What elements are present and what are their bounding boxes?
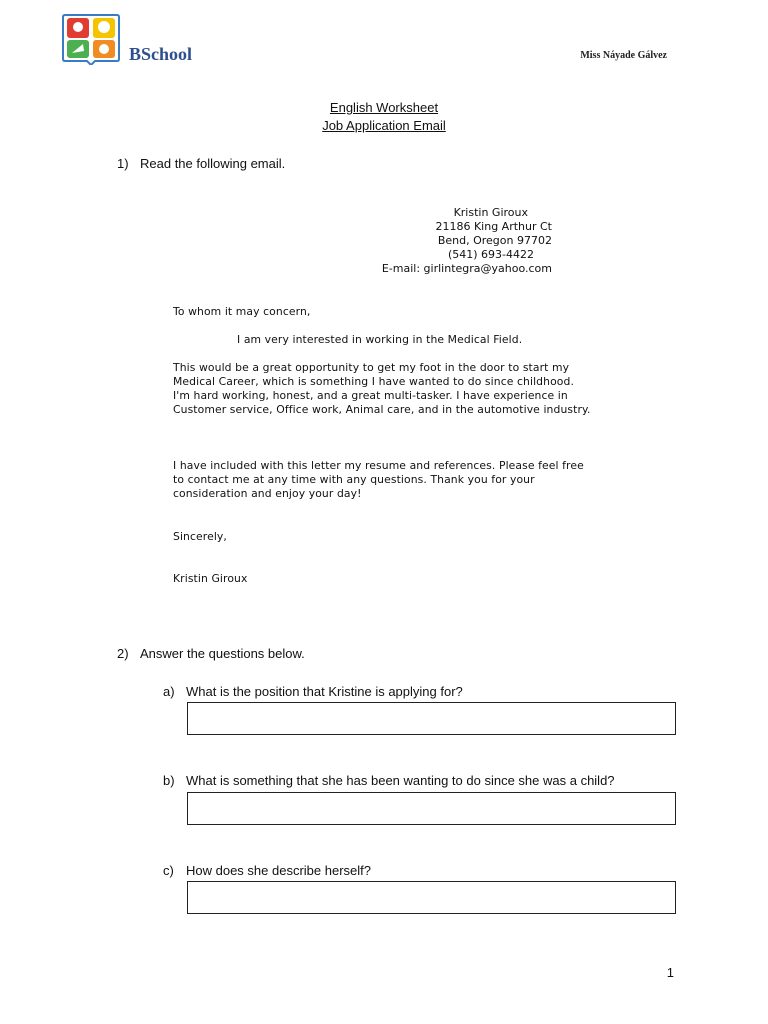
sub-question-c-text: How does she describe herself? (186, 863, 371, 878)
page-number: 1 (666, 965, 674, 980)
sender-name: Kristin Giroux (453, 206, 528, 219)
sub-question-c (163, 863, 371, 878)
sub-question-c-letter: c) (163, 863, 174, 878)
brand-name: BSchool (129, 44, 193, 64)
answer-box-a[interactable] (187, 702, 676, 735)
sub-question-b (163, 773, 615, 788)
sub-question-a-text: What is the position that Kristine is applying for? (186, 684, 463, 699)
teacher-name: Miss Náyade Gálvez (580, 50, 667, 61)
email-closing: Sincerely, (173, 530, 227, 543)
question-2-prompt: Answer the questions below. (140, 646, 305, 661)
sub-question-b-letter: b) (163, 773, 175, 788)
sub-question-a-letter: a) (163, 684, 175, 699)
answer-box-b[interactable] (187, 792, 676, 825)
email-salutation: To whom it may concern, (173, 305, 311, 318)
question-1-prompt: Read the following email. (140, 156, 286, 171)
email-signature: Kristin Giroux (173, 572, 248, 585)
sender-phone: (541) 693-4422 (447, 248, 534, 261)
email-paragraph-2: I have included with this letter my resume and references. Please feel free to contact me at any time with any questions. Thank you for your consideration and enjoy your day! (173, 459, 584, 500)
sub-question-a (163, 684, 463, 699)
question-2-number: 2) (117, 646, 129, 661)
bschool-logo (61, 13, 121, 65)
worksheet-subtitle: Job Application Email (322, 118, 446, 133)
sender-email: E-mail: girlintegra@yahoo.com (381, 262, 552, 275)
question-1-number: 1) (117, 156, 129, 171)
question-2 (117, 646, 305, 661)
answer-box-c[interactable] (187, 881, 676, 914)
email-intro: I am very interested in working in the Medical Field. (237, 333, 523, 346)
email-paragraph-1: This would be a great opportunity to get my foot in the door to start my Medical Career, which is something I have wanted to do since childhood. I'm hard working, honest, and a great multi-tasker. I have experience in Customer service, Office work, Animal care, and in the automotive industry. (173, 361, 591, 416)
sender-address (360, 206, 552, 276)
sender-street: 21186 King Arthur Ct (435, 220, 552, 233)
sub-question-b-text: What is something that she has been wanting to do since she was a child? (186, 773, 615, 788)
question-1 (117, 156, 285, 171)
sender-city: Bend, Oregon 97702 (437, 234, 552, 247)
worksheet-title: English Worksheet (329, 100, 439, 115)
